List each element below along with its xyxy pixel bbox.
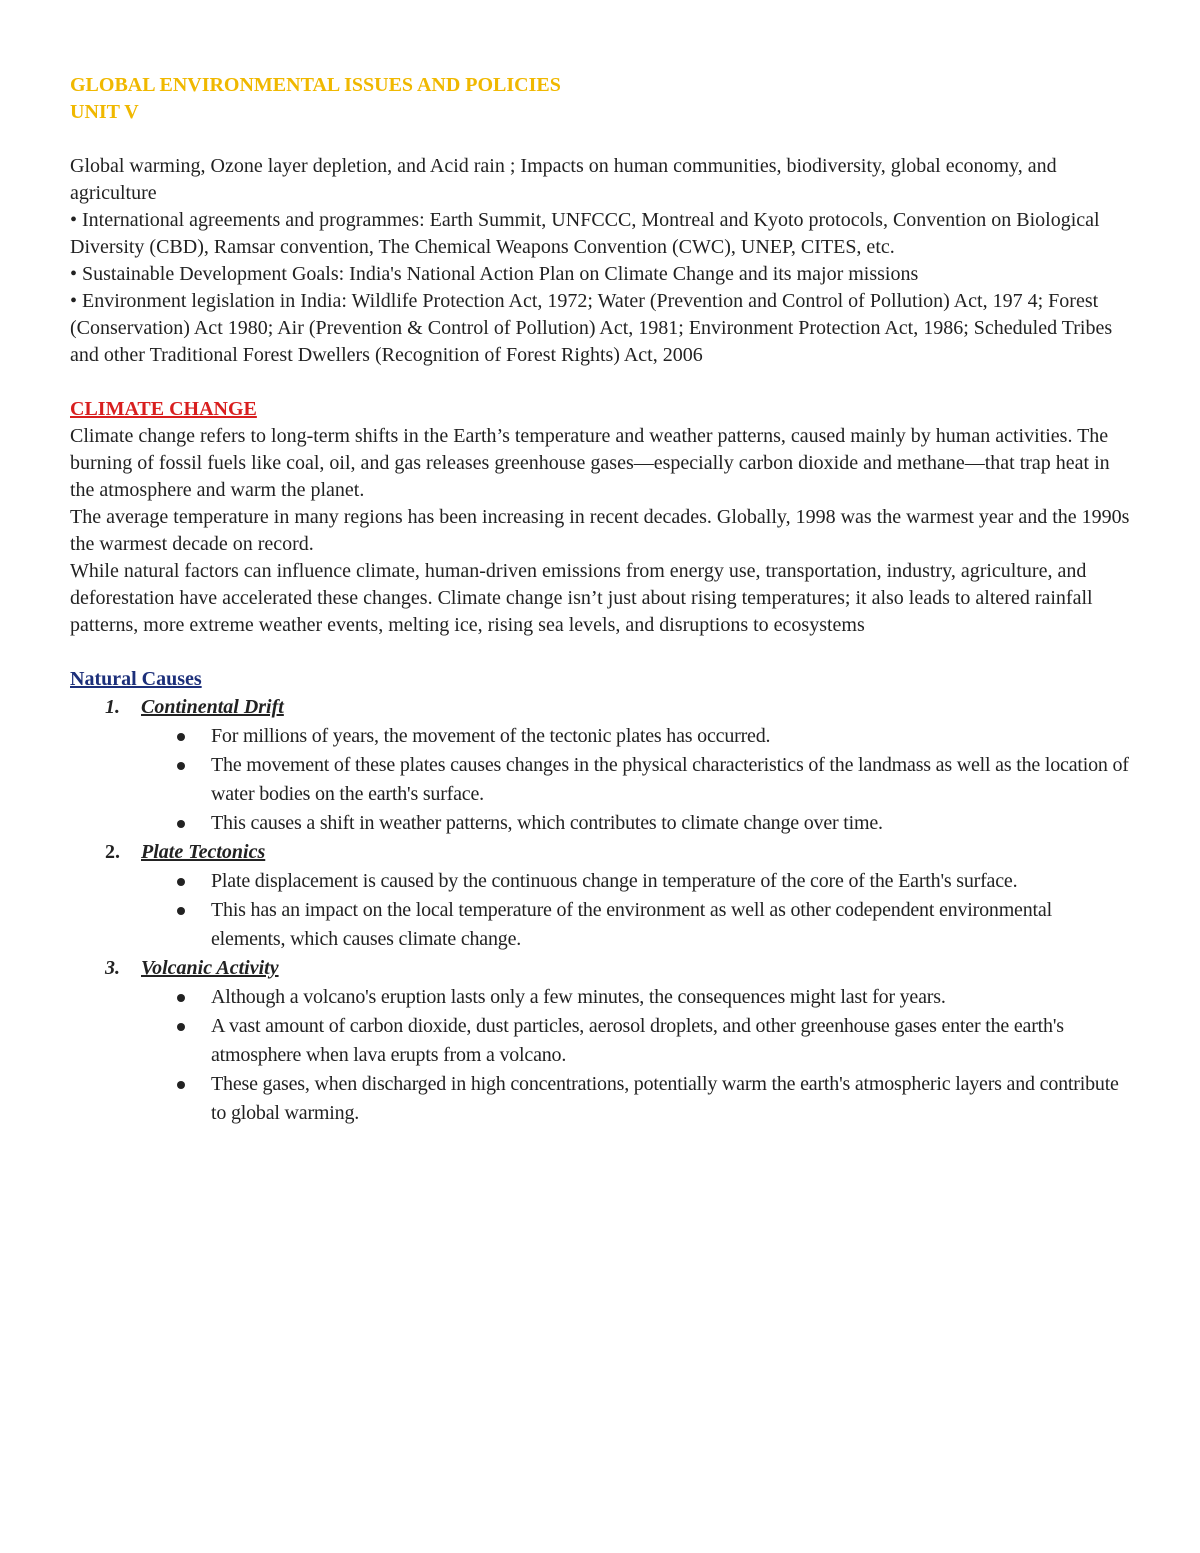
bullet-icon: [177, 1023, 185, 1031]
document-title: GLOBAL ENVIRONMENTAL ISSUES AND POLICIES: [70, 74, 561, 96]
bullet-text: These gases, when discharged in high concentrations, potentially warm the earth's atmospheric layers and contribute to global warming.: [211, 1073, 1119, 1124]
bullet-text: Although a volcano's eruption lasts only a few minutes, the consequences might last for years.: [211, 986, 946, 1008]
cause-item: [70, 838, 1130, 954]
bullet-text: The movement of these plates causes changes in the physical characteristics of the landmass as well as the location of water bodies on the earth's surface.: [211, 754, 1129, 805]
list-item: [141, 751, 1130, 809]
climate-change-heading: CLIMATE CHANGE: [70, 398, 257, 420]
cause-title: Continental Drift: [141, 696, 284, 718]
cause-bullet-list: [141, 983, 1130, 1128]
unit-label: UNIT V: [70, 101, 139, 123]
bullet-icon: [177, 907, 185, 915]
cause-number: 1.: [105, 696, 120, 718]
bullet-text: A vast amount of carbon dioxide, dust particles, aerosol droplets, and other greenhouse gases enter the earth's atmosphere when lava erupts from a volcano.: [211, 1015, 1064, 1066]
bullet-icon: [177, 1081, 185, 1089]
list-item: [141, 1012, 1130, 1070]
list-item: [141, 809, 1130, 838]
climate-change-para-2: The average temperature in many regions has been increasing in recent decades. Globally, 1998 was the warmest year and the 1990s the warmest decade on record.: [70, 506, 1130, 555]
bullet-text: For millions of years, the movement of the tectonic plates has occurred.: [211, 725, 771, 747]
list-item: [141, 1070, 1130, 1128]
syllabus-item-agreements: • International agreements and programmes: Earth Summit, UNFCCC, Montreal and Kyoto protocols, Convention on Biological Diversity (CBD), Ramsar convention, The Chemical Weapons Convention (CWC), UNEP, CITES, etc.: [70, 209, 1100, 258]
bullet-text: This has an impact on the local temperature of the environment as well as other codependent environmental elements, which causes climate change.: [211, 899, 1052, 950]
list-item: [141, 867, 1130, 896]
natural-causes-list: [70, 693, 1130, 1128]
cause-title: Plate Tectonics: [141, 841, 266, 863]
natural-causes-heading: Natural Causes: [70, 668, 202, 690]
cause-title: Volcanic Activity: [141, 957, 279, 979]
syllabus-item-legislation: • Environment legislation in India: Wildlife Protection Act, 1972; Water (Prevention and Control of Pollution) Act, 197 4; Forest (Conservation) Act 1980; Air (Prevention & Control of Pollution) Act, 1981; Environment Protection Act, 1986; Scheduled Tribes and other Traditional Forest Dwellers (Recognition of Forest Rights) Act, 2006: [70, 290, 1113, 366]
cause-number: 3.: [105, 957, 120, 979]
list-item: [141, 722, 1130, 751]
bullet-icon: [177, 878, 185, 886]
list-item: [141, 896, 1130, 954]
cause-bullet-list: [141, 722, 1130, 838]
climate-change-para-3: While natural factors can influence climate, human-driven emissions from energy use, transportation, industry, agriculture, and deforestation have accelerated these changes. Climate change isn’t just about rising temperatures; it also leads to altered rainfall patterns, more extreme weather events, melting ice, rising sea levels, and disruptions to ecosystems: [70, 560, 1093, 636]
cause-item: [70, 954, 1130, 1128]
list-item: [141, 983, 1130, 1012]
syllabus-item-sdg: • Sustainable Development Goals: India's National Action Plan on Climate Change and its major missions: [70, 263, 919, 285]
climate-change-para-1: Climate change refers to long-term shifts in the Earth’s temperature and weather patterns, caused mainly by human activities. The burning of fossil fuels like coal, oil, and gas releases greenhouse gases—especially carbon dioxide and methane—that trap heat in the atmosphere and warm the planet.: [70, 425, 1110, 501]
syllabus-intro: Global warming, Ozone layer depletion, and Acid rain ; Impacts on human communities, biodiversity, global economy, and agriculture: [70, 155, 1057, 204]
bullet-icon: [177, 762, 185, 770]
bullet-icon: [177, 994, 185, 1002]
bullet-icon: [177, 820, 185, 828]
document-page: [70, 72, 1130, 1128]
bullet-text: Plate displacement is caused by the continuous change in temperature of the core of the Earth's surface.: [211, 870, 1018, 892]
cause-item: [70, 693, 1130, 838]
bullet-text: This causes a shift in weather patterns, which contributes to climate change over time.: [211, 812, 883, 834]
cause-bullet-list: [141, 867, 1130, 954]
cause-number: 2.: [105, 841, 120, 863]
bullet-icon: [177, 733, 185, 741]
